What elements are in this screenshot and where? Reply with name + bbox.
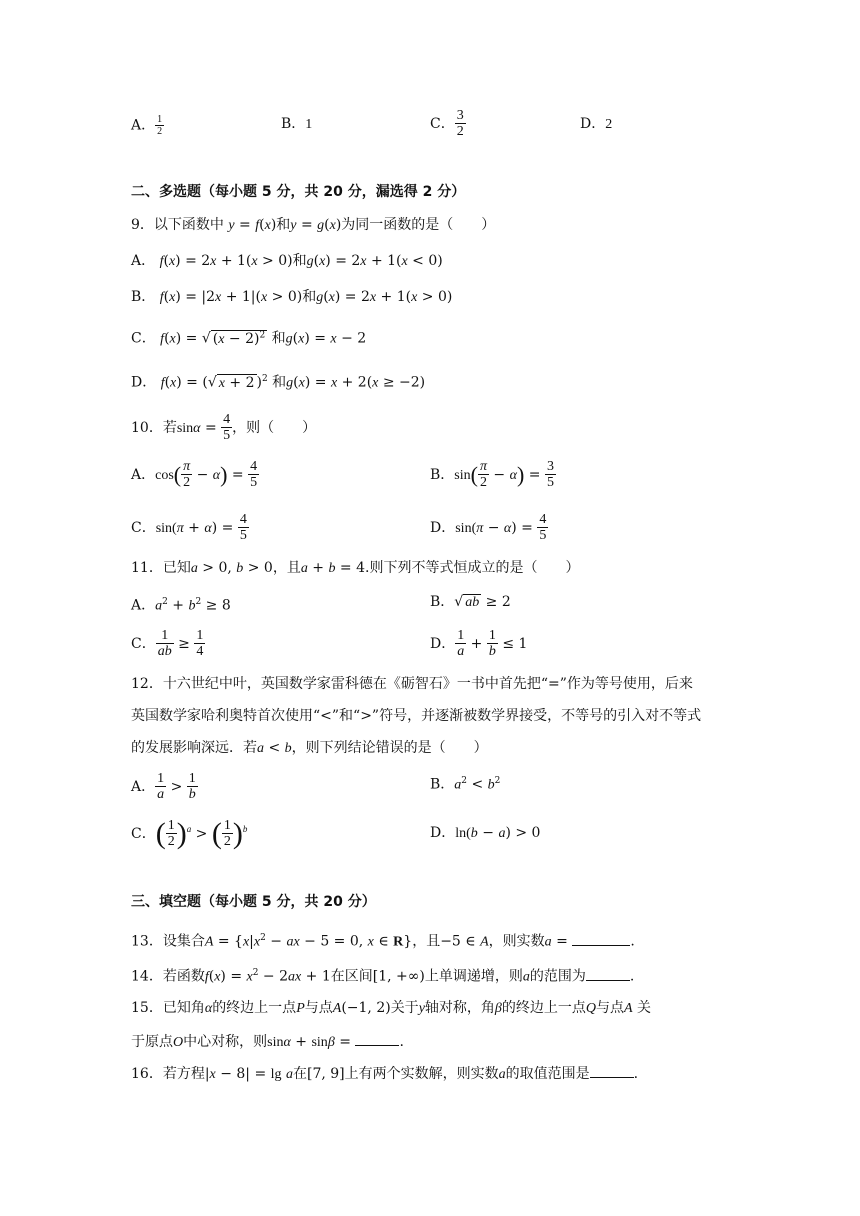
stem-text: 10．若 <box>131 419 177 436</box>
q12-option-d: D．ln(b − a) > 0 <box>430 825 541 841</box>
q8-option-b <box>281 114 312 135</box>
option-label: C． <box>131 330 156 347</box>
option-label: D． <box>580 116 606 132</box>
q12-option-c: C．( $\frac{1}{2}$ )$^a$ > ( $\frac{1}{2}$ )$^b$ <box>131 816 248 850</box>
option-label: C． <box>131 519 156 536</box>
stem-text: 与点 <box>304 1000 333 1016</box>
stem-text: ，且 <box>272 560 301 576</box>
stem-text: 16．若方程 <box>131 1066 205 1082</box>
q8-option-a <box>131 114 164 137</box>
stem-text: 13．设集合 <box>131 933 205 950</box>
stem-text: 上单调递增，则 <box>424 968 523 985</box>
option-label: D． <box>430 635 456 652</box>
q10-stem: 10．若sinα = $\frac{4}{5}$ ，则（ ） <box>131 412 317 444</box>
denominator: 2 <box>456 124 464 140</box>
stem-text: .则下列不等式恒成立的是（ ） <box>365 560 580 576</box>
q9-option-a: A． f(x) = 2x + 1(x > 0)和g(x) = 2x + 1(x < 0) <box>131 253 443 269</box>
stem-text: . <box>399 1034 404 1050</box>
q15-line2: 于原点O中心对称，则sinα + sinβ = . <box>131 1031 404 1053</box>
option-label: D． <box>430 519 456 536</box>
and-text: 和 <box>292 253 307 269</box>
stem-text: ，则实数 <box>488 933 545 950</box>
option-label: B． <box>281 116 306 132</box>
q10-option-a: A．cos( $\frac{\pi}{2}$ − α) = $\frac{4}{5}$ <box>131 459 258 491</box>
q9-option-c: C． f(x) = √ $(x - 2)^2$ 和g(x) = x − 2 <box>131 330 367 347</box>
q11-option-d: D． $\frac{1}{a}$ + $\frac{1}{b}$ ≤ 1 <box>430 628 528 660</box>
q12-line2: 英国数学家哈利奥特首次使用“<”和“>”符号，并逐渐被数学界接受，不等号的引入对不等式 <box>131 708 702 724</box>
q13: 13．设集合$A = \{x|x^2$ − ax − 5 = 0, x ∈ R}，且−5 ∈ A，则实数a = . <box>131 928 635 953</box>
q10-option-c: C．sin(π + α) = $\frac{4}{5}$ <box>131 512 247 544</box>
stem-text: 的发展影响深远．若 <box>131 740 257 756</box>
stem-text: 11．已知 <box>131 560 191 576</box>
option-label: A． <box>131 597 156 614</box>
q9-option-d: D． f(x) = (√ x + 2 )$^2$ 和g(x) = x + 2(x ≥ −2) <box>131 374 426 391</box>
stem-text: 与点 <box>596 1000 625 1016</box>
stem-text: ，则下列结论错误的是（ ） <box>291 740 488 756</box>
stem-text: 关于 <box>390 1000 419 1016</box>
q12-option-a: A． $\frac{1}{a}$ > $\frac{1}{b}$ <box>131 771 196 803</box>
q14: 14．若函数$f(x) = x^2 - 2ax + 1$在区间[1, +∞)上单调递增，则a的范围为 . <box>131 963 634 988</box>
stem-text: 中心对称，则 <box>183 1034 268 1050</box>
stem-text: 的终边上一点 <box>501 1000 586 1016</box>
option-label: B． <box>430 776 455 793</box>
q12-line1: 12．十六世纪中叶，英国数学家雷科德在《砺智石》一书中首先把“=”作为等号使用，后来 <box>131 676 693 692</box>
numerator: 3 <box>456 108 464 123</box>
q10-option-b: B．sin( $\frac{\pi}{2}$ − α) = $\frac{3}{5}$ <box>430 459 554 491</box>
q9-stem: 9．以下函数中 y = f(x)和y = g(x)为同一函数的是（ ） <box>131 217 496 233</box>
numerator: 1 <box>157 114 163 125</box>
stem-text: . <box>629 968 635 985</box>
fraction: $\frac{4}{5}$ <box>223 412 231 444</box>
q12-line3: 的发展影响深远．若a < b，则下列结论错误的是（ ） <box>131 740 488 756</box>
q8-option-d <box>580 114 612 135</box>
q12-option-b: B．$a^2 < b^2$ <box>430 776 501 793</box>
q11-option-c: C． $\frac{1}{ab}$ ≥ $\frac{1}{4}$ <box>131 628 204 660</box>
option-label: B． <box>430 594 455 610</box>
q16: 16．若方程|x − 8| = lg a在[7, 9]上有两个实数解，则实数a的取值范围是 . <box>131 1063 638 1085</box>
option-value: 2 <box>605 117 613 132</box>
answer-blank[interactable] <box>572 931 630 946</box>
stem-text: 的范围为 <box>529 968 586 985</box>
q8-option-c <box>430 108 466 140</box>
math: y <box>228 218 235 233</box>
option-label: A． <box>131 117 156 134</box>
and-text: 和 <box>302 289 317 305</box>
stem-text: . <box>630 933 635 950</box>
option-label: B． <box>430 466 455 483</box>
q11-option-b: B．√ ab ≥ 2 <box>430 594 511 610</box>
option-label: A． <box>131 778 156 795</box>
stem-text: 上有两个实数解，则实数 <box>344 1066 499 1082</box>
stem-text: 14．若函数 <box>131 968 205 985</box>
section-title-multiple-choice: 二、多选题（每小题 5 分，共 20 分，漏选得 2 分） <box>131 184 466 200</box>
option-label: B． <box>131 289 156 305</box>
option-label: C． <box>131 635 156 652</box>
q10-option-d: D．sin(π − α) = $\frac{4}{5}$ <box>430 512 547 544</box>
stem-text: 的终边上一点 <box>212 1000 297 1016</box>
stem-text: ，且 <box>412 933 441 950</box>
option-label: C． <box>430 115 455 132</box>
stem-text: 轴对称，角 <box>424 1000 495 1016</box>
q11-stem: 11．已知a > 0, b > 0，且a + b = 4.则下列不等式恒成立的是（ ） <box>131 560 580 576</box>
stem-text: 15．已知角 <box>131 1000 205 1016</box>
answer-blank[interactable] <box>586 966 630 981</box>
stem-text: ，则（ ） <box>232 419 317 436</box>
option-label: A． <box>131 253 156 269</box>
q11-option-a: A．$a^2 + b^2 \ge 8$ <box>131 597 231 614</box>
q15-line1: 15．已知角α的终边上一点P与点A(−1, 2)关于y轴对称，角β的终边上一点Q与点A 关 <box>131 1000 652 1016</box>
stem-text: 和 <box>276 217 291 233</box>
stem-text: 在区间 <box>330 968 373 985</box>
stem-text: 的取值范围是 <box>505 1066 590 1082</box>
stem-text: 关 <box>637 1000 652 1016</box>
stem-text: 为同一函数的是（ ） <box>341 217 496 233</box>
denominator: 2 <box>157 126 163 137</box>
option-label: D． <box>131 374 157 391</box>
and-text: 和 <box>271 330 286 347</box>
fraction <box>455 108 466 140</box>
stem-text: 于原点 <box>131 1034 173 1050</box>
stem-text: 在 <box>293 1066 307 1082</box>
option-value: 1 <box>305 117 313 132</box>
q9-option-b: B． f(x) = |2x + 1|(x > 0)和g(x) = 2x + 1(x > 0) <box>131 289 453 305</box>
stem-text: 9．以下函数中 <box>131 217 224 233</box>
option-label: D． <box>430 825 456 841</box>
stem-text: . <box>633 1066 639 1082</box>
answer-blank[interactable] <box>590 1063 634 1078</box>
math: f <box>255 218 260 233</box>
option-label: A． <box>131 466 156 483</box>
option-label: C． <box>131 825 156 842</box>
answer-blank[interactable] <box>355 1031 399 1046</box>
and-text: 和 <box>272 374 287 391</box>
section-title-fill-blank: 三、填空题（每小题 5 分，共 20 分） <box>131 894 376 910</box>
fraction <box>155 114 164 137</box>
